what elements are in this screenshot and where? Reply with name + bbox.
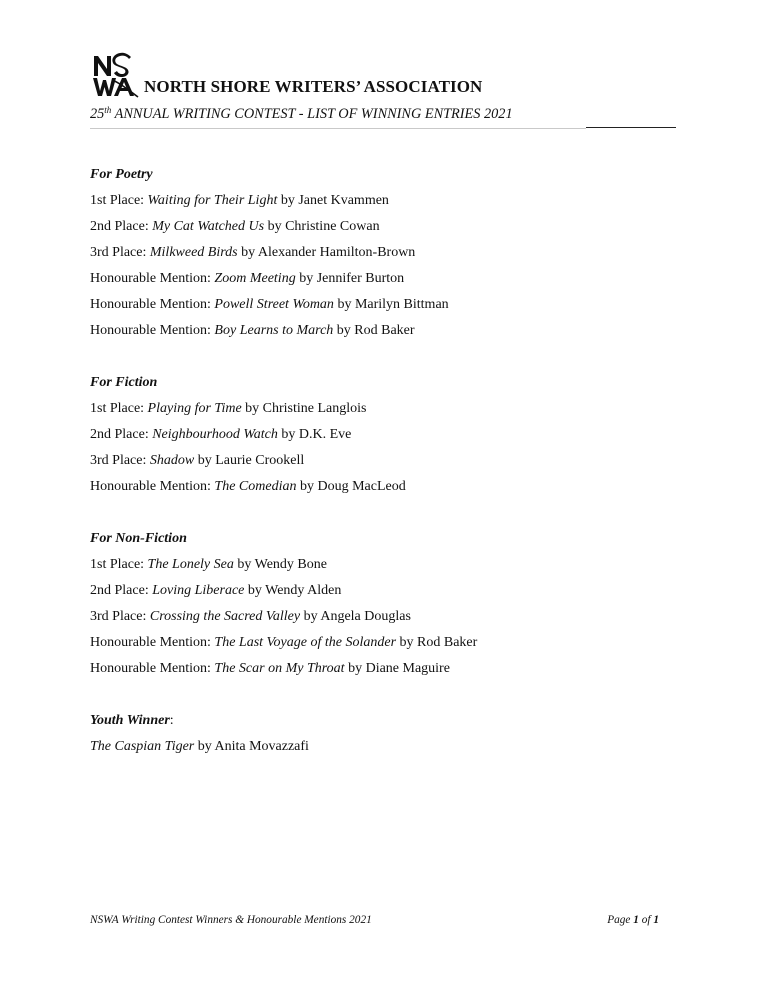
list-item: 2nd Place: Loving Liberace by Wendy Alden (90, 583, 342, 598)
section-poetry (90, 166, 690, 348)
footer-title: NSWA Writing Contest Winners & Honourable Mentions 2021 (90, 914, 372, 926)
list-item: Honourable Mention: Zoom Meeting by Jennifer Burton (90, 271, 405, 286)
nswa-logo-icon (92, 52, 140, 98)
section-non-fiction (90, 530, 690, 686)
list-item: 3rd Place: Shadow by Laurie Crookell (90, 453, 305, 468)
list-item: Honourable Mention: Powell Street Woman by Marilyn Bittman (90, 297, 449, 312)
section-youth (90, 712, 690, 764)
header-divider-accent (586, 127, 676, 128)
section-heading: For Poetry (90, 167, 153, 182)
organization-name: NORTH SHORE WRITERS’ ASSOCIATION (144, 77, 483, 96)
section-heading: For Non-Fiction (90, 531, 187, 546)
list-item: 3rd Place: Milkweed Birds by Alexander Hamilton-Brown (90, 245, 416, 260)
list-item: 1st Place: Playing for Time by Christine Langlois (90, 401, 367, 416)
page-number: Page 1 of 1 (607, 914, 659, 926)
list-item: Honourable Mention: The Scar on My Throat by Diane Maguire (90, 661, 450, 676)
list-item: 1st Place: The Lonely Sea by Wendy Bone (90, 557, 327, 572)
section-heading: For Fiction (90, 375, 158, 390)
header-divider (90, 128, 586, 129)
list-item: 3rd Place: Crossing the Sacred Valley by Angela Douglas (90, 609, 411, 624)
section-heading: Youth Winner: (90, 713, 174, 728)
section-fiction (90, 374, 690, 504)
list-item: 1st Place: Waiting for Their Light by Janet Kvammen (90, 193, 389, 208)
document-subtitle: 25th ANNUAL WRITING CONTEST - LIST OF WINNING ENTRIES 2021 (90, 105, 513, 122)
list-item: Honourable Mention: The Last Voyage of the Solander by Rod Baker (90, 635, 478, 650)
letterhead (92, 48, 482, 98)
list-item: 2nd Place: My Cat Watched Us by Christine Cowan (90, 219, 380, 234)
list-item: 2nd Place: Neighbourhood Watch by D.K. Eve (90, 427, 352, 442)
list-item: Honourable Mention: The Comedian by Doug MacLeod (90, 479, 406, 494)
list-item: Honourable Mention: Boy Learns to March by Rod Baker (90, 323, 415, 338)
list-item: The Caspian Tiger by Anita Movazzafi (90, 739, 309, 754)
winners-list (90, 166, 690, 790)
